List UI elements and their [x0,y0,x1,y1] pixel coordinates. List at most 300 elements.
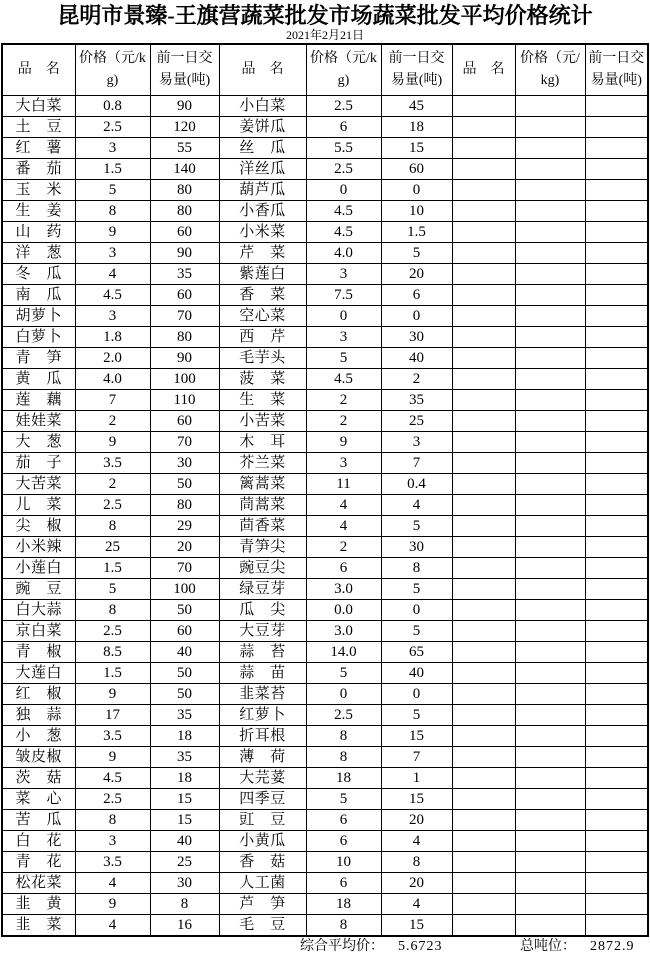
table-row [2,852,648,873]
volume-cell: 6 [381,285,452,306]
volume-cell [585,873,648,894]
price-cell [515,96,585,117]
product-name-cell: 香 菇 [219,852,306,873]
product-name-cell: 青 笋 [2,348,75,369]
volume-cell [585,453,648,474]
volume-cell: 35 [150,747,219,768]
price-cell: 0 [306,180,381,201]
volume-cell: 2 [381,369,452,390]
volume-cell: 5 [381,243,452,264]
product-name-cell [452,600,515,621]
table-row [2,306,648,327]
product-name-cell [452,264,515,285]
price-cell: 1.5 [75,159,150,180]
volume-cell [585,159,648,180]
volume-cell: 8 [381,558,452,579]
price-cell: 5 [75,579,150,600]
volume-cell: 60 [381,159,452,180]
price-cell: 3 [306,327,381,348]
product-name-cell [452,768,515,789]
price-cell: 6 [306,558,381,579]
product-name-cell: 四季豆 [219,789,306,810]
volume-cell: 30 [150,873,219,894]
volume-cell [585,768,648,789]
price-cell: 2 [75,474,150,495]
volume-cell: 18 [150,726,219,747]
price-cell [515,642,585,663]
price-table-body [2,96,648,937]
product-name-cell [452,621,515,642]
product-name-cell: 冬 瓜 [2,264,75,285]
price-cell: 4.5 [306,369,381,390]
product-name-cell: 白大蒜 [2,600,75,621]
price-cell: 5 [306,789,381,810]
volume-cell: 80 [150,495,219,516]
table-row [2,579,648,600]
volume-cell: 80 [150,180,219,201]
table-row [2,285,648,306]
volume-cell: 90 [150,96,219,117]
price-cell: 4.5 [306,201,381,222]
product-name-cell: 小莲白 [2,558,75,579]
product-name-cell [452,516,515,537]
volume-cell: 4 [381,894,452,915]
price-cell: 2 [306,411,381,432]
volume-cell: 30 [381,537,452,558]
price-cell: 11 [306,474,381,495]
product-name-cell: 菠 菜 [219,369,306,390]
volume-cell [585,516,648,537]
product-name-cell [452,894,515,915]
price-cell [515,852,585,873]
volume-cell [585,726,648,747]
volume-cell [585,285,648,306]
table-row [2,726,648,747]
price-cell: 3.0 [306,579,381,600]
total-tonnage [520,938,635,956]
volume-cell [585,537,648,558]
product-name-cell: 小米辣 [2,537,75,558]
volume-cell [585,348,648,369]
table-row [2,348,648,369]
product-name-cell [452,726,515,747]
product-name-cell: 胡萝卜 [2,306,75,327]
product-name-cell: 青 花 [2,852,75,873]
report-date: 2021年2月21日 [285,28,364,42]
volume-cell: 15 [150,810,219,831]
price-cell [515,915,585,937]
table-row [2,810,648,831]
product-name-cell: 儿 菜 [2,495,75,516]
product-name-cell: 小苦菜 [219,411,306,432]
price-cell [515,285,585,306]
product-name-cell [452,915,515,937]
volume-cell: 25 [150,852,219,873]
price-cell: 10 [306,852,381,873]
volume-cell: 100 [150,369,219,390]
table-row [2,915,648,937]
price-cell [515,264,585,285]
volume-cell [585,264,648,285]
volume-cell: 50 [150,474,219,495]
price-cell: 0.8 [75,96,150,117]
product-name-cell: 松花菜 [2,873,75,894]
volume-cell: 40 [150,831,219,852]
table-row [2,180,648,201]
table-row [2,705,648,726]
product-name-cell: 青 椒 [2,642,75,663]
volume-cell: 50 [150,684,219,705]
price-cell [515,873,585,894]
price-cell: 6 [306,810,381,831]
price-cell: 2 [306,537,381,558]
price-cell: 5.5 [306,138,381,159]
product-name-cell [452,222,515,243]
product-name-cell: 韭 黄 [2,894,75,915]
product-name-cell: 茼蒿菜 [219,495,306,516]
price-cell: 1.5 [75,558,150,579]
price-cell [515,621,585,642]
column-header-name: 品 名 [452,44,515,96]
table-row [2,390,648,411]
volume-cell [585,852,648,873]
price-cell: 8 [306,915,381,937]
product-name-cell [452,705,515,726]
table-row [2,222,648,243]
price-cell: 4 [306,495,381,516]
volume-cell: 70 [150,306,219,327]
table-row [2,117,648,138]
volume-cell: 120 [150,117,219,138]
table-row [2,558,648,579]
page-title: 昆明市景臻-王旗营蔬菜批发市场蔬菜批发平均价格统计 [57,3,593,28]
product-name-cell: 黄 瓜 [2,369,75,390]
table-row [2,96,648,117]
volume-cell: 15 [150,789,219,810]
product-name-cell: 芦 笋 [219,894,306,915]
volume-cell: 50 [150,600,219,621]
volume-cell: 16 [150,915,219,937]
product-name-cell: 红 薯 [2,138,75,159]
table-row [2,894,648,915]
product-name-cell [452,327,515,348]
volume-cell: 40 [381,348,452,369]
price-cell [515,222,585,243]
product-name-cell [452,495,515,516]
volume-cell [585,201,648,222]
volume-cell: 15 [381,726,452,747]
volume-cell [585,180,648,201]
volume-cell [585,579,648,600]
product-name-cell: 韭 菜 [2,915,75,937]
price-cell: 2 [306,390,381,411]
table-row [2,663,648,684]
price-cell [515,138,585,159]
volume-cell [585,705,648,726]
price-cell [515,768,585,789]
product-name-cell: 大 葱 [2,432,75,453]
volume-cell: 1.5 [381,222,452,243]
price-cell: 17 [75,705,150,726]
product-name-cell [452,411,515,432]
volume-cell [585,432,648,453]
volume-cell: 90 [150,243,219,264]
product-name-cell: 南 瓜 [2,285,75,306]
volume-cell: 15 [381,789,452,810]
volume-cell: 100 [150,579,219,600]
price-cell [515,894,585,915]
price-cell [515,201,585,222]
price-cell: 4 [75,873,150,894]
volume-cell: 20 [381,810,452,831]
price-cell [515,243,585,264]
price-cell: 5 [306,348,381,369]
volume-cell: 15 [381,915,452,937]
volume-cell: 1 [381,768,452,789]
volume-cell: 60 [150,411,219,432]
price-cell: 2.5 [75,621,150,642]
product-name-cell [452,432,515,453]
product-name-cell: 玉 米 [2,180,75,201]
column-header-name: 品 名 [219,44,306,96]
product-name-cell: 大芫荽 [219,768,306,789]
volume-cell [585,243,648,264]
volume-cell: 35 [381,390,452,411]
product-name-cell [452,537,515,558]
volume-cell [585,117,648,138]
volume-cell: 5 [381,621,452,642]
volume-cell: 8 [150,894,219,915]
product-name-cell [452,789,515,810]
price-cell: 5 [306,663,381,684]
price-cell: 2.0 [75,348,150,369]
product-name-cell [452,453,515,474]
price-cell: 2.5 [306,96,381,117]
price-cell: 14.0 [306,642,381,663]
column-header-volume: 前一日交易量(吨) [585,44,648,96]
price-cell [515,810,585,831]
price-cell: 1.5 [75,663,150,684]
price-cell [515,705,585,726]
price-cell [515,159,585,180]
volume-cell: 20 [150,537,219,558]
price-cell: 2 [75,411,150,432]
product-name-cell [452,159,515,180]
product-name-cell [452,201,515,222]
price-cell: 8 [306,747,381,768]
price-cell [515,327,585,348]
price-cell [515,726,585,747]
product-name-cell: 毛 豆 [219,915,306,937]
product-name-cell [452,306,515,327]
price-cell: 3.5 [75,726,150,747]
column-header-volume: 前一日交易量(吨) [150,44,219,96]
volume-cell [585,600,648,621]
price-cell: 0.0 [306,600,381,621]
product-name-cell: 小白菜 [219,96,306,117]
price-cell: 25 [75,537,150,558]
product-name-cell [452,747,515,768]
overall-average [300,938,443,956]
product-name-cell [452,96,515,117]
product-name-cell [452,873,515,894]
price-cell: 8 [75,201,150,222]
price-cell: 7 [75,390,150,411]
table-row [2,327,648,348]
price-cell: 9 [75,684,150,705]
table-row [2,873,648,894]
product-name-cell: 白 花 [2,831,75,852]
product-name-cell: 皱皮椒 [2,747,75,768]
table-row [2,537,648,558]
product-name-cell: 茴香菜 [219,516,306,537]
product-name-cell: 空心菜 [219,306,306,327]
price-cell: 3 [75,138,150,159]
price-cell: 6 [306,873,381,894]
price-cell: 4.5 [75,768,150,789]
product-name-cell: 蒜 苔 [219,642,306,663]
product-name-cell: 毛芋头 [219,348,306,369]
product-name-cell: 生 菜 [219,390,306,411]
table-row [2,411,648,432]
volume-cell: 140 [150,159,219,180]
price-cell: 8 [75,516,150,537]
table-row [2,264,648,285]
price-cell [515,684,585,705]
price-cell: 6 [306,831,381,852]
price-cell: 2.5 [306,705,381,726]
product-name-cell [452,180,515,201]
price-cell: 3.5 [75,453,150,474]
volume-cell: 5 [381,705,452,726]
total-tonnage-label: 总吨位： [520,939,576,954]
product-name-cell [452,243,515,264]
volume-cell: 65 [381,642,452,663]
price-cell [515,369,585,390]
volume-cell: 40 [150,642,219,663]
product-name-cell [452,558,515,579]
volume-cell: 4 [381,831,452,852]
price-cell: 18 [306,768,381,789]
table-row [2,369,648,390]
price-cell: 4.5 [75,285,150,306]
volume-cell: 30 [381,327,452,348]
product-name-cell [452,642,515,663]
volume-cell: 0 [381,180,452,201]
table-row [2,474,648,495]
volume-cell: 4 [381,495,452,516]
volume-cell: 5 [381,516,452,537]
table-row [2,243,648,264]
overall-average-label: 综合平均价： [300,939,384,954]
volume-cell: 60 [150,621,219,642]
volume-cell: 0 [381,684,452,705]
product-name-cell: 折耳根 [219,726,306,747]
price-cell: 4.0 [306,243,381,264]
price-cell: 0 [306,684,381,705]
product-name-cell: 紫莲白 [219,264,306,285]
product-name-cell [452,369,515,390]
table-row [2,768,648,789]
total-tonnage-value: 2872.9 [590,939,635,954]
price-cell: 4 [75,915,150,937]
volume-cell [585,306,648,327]
volume-cell: 20 [381,873,452,894]
product-name-cell: 番 茄 [2,159,75,180]
volume-cell [585,96,648,117]
price-cell [515,558,585,579]
product-name-cell: 苦 瓜 [2,810,75,831]
volume-cell: 60 [150,222,219,243]
product-name-cell: 莲 藕 [2,390,75,411]
product-name-cell: 尖 椒 [2,516,75,537]
product-name-cell: 瓜 尖 [219,600,306,621]
product-name-cell: 红萝卜 [219,705,306,726]
volume-cell: 25 [381,411,452,432]
product-name-cell [452,348,515,369]
product-name-cell [452,117,515,138]
price-cell: 5 [75,180,150,201]
volume-cell [585,810,648,831]
product-name-cell: 大莲白 [2,663,75,684]
volume-cell [585,411,648,432]
price-cell [515,306,585,327]
product-name-cell: 韭菜苔 [219,684,306,705]
volume-cell [585,222,648,243]
price-cell: 9 [75,222,150,243]
volume-cell: 80 [150,327,219,348]
price-cell: 4.5 [306,222,381,243]
price-cell: 2.5 [75,495,150,516]
price-cell: 9 [306,432,381,453]
overall-average-value: 5.6723 [398,939,443,954]
price-cell: 2.5 [75,117,150,138]
volume-cell [585,831,648,852]
product-name-cell: 豌 豆 [2,579,75,600]
price-cell [515,789,585,810]
volume-cell: 18 [381,117,452,138]
price-cell: 3.0 [306,621,381,642]
price-cell: 9 [75,432,150,453]
product-name-cell: 蒜 苗 [219,663,306,684]
volume-cell: 70 [150,432,219,453]
volume-cell [585,621,648,642]
product-name-cell: 豌豆尖 [219,558,306,579]
document-page [0,3,650,956]
table-row [2,159,648,180]
column-header-price: 价格（元/kg) [306,44,381,96]
volume-cell [585,495,648,516]
product-name-cell: 菜 心 [2,789,75,810]
table-row [2,831,648,852]
volume-cell: 8 [381,852,452,873]
volume-cell: 55 [150,138,219,159]
product-name-cell: 娃娃菜 [2,411,75,432]
product-name-cell [452,285,515,306]
volume-cell [585,138,648,159]
table-row [2,747,648,768]
product-name-cell: 芥兰菜 [219,453,306,474]
volume-cell: 35 [150,705,219,726]
table-row [2,600,648,621]
volume-cell: 7 [381,747,452,768]
volume-cell [585,915,648,937]
product-name-cell: 小香瓜 [219,201,306,222]
column-header-price: 价格（元/kg) [515,44,585,96]
volume-cell: 80 [150,201,219,222]
product-name-cell: 豇 豆 [219,810,306,831]
price-cell: 18 [306,894,381,915]
